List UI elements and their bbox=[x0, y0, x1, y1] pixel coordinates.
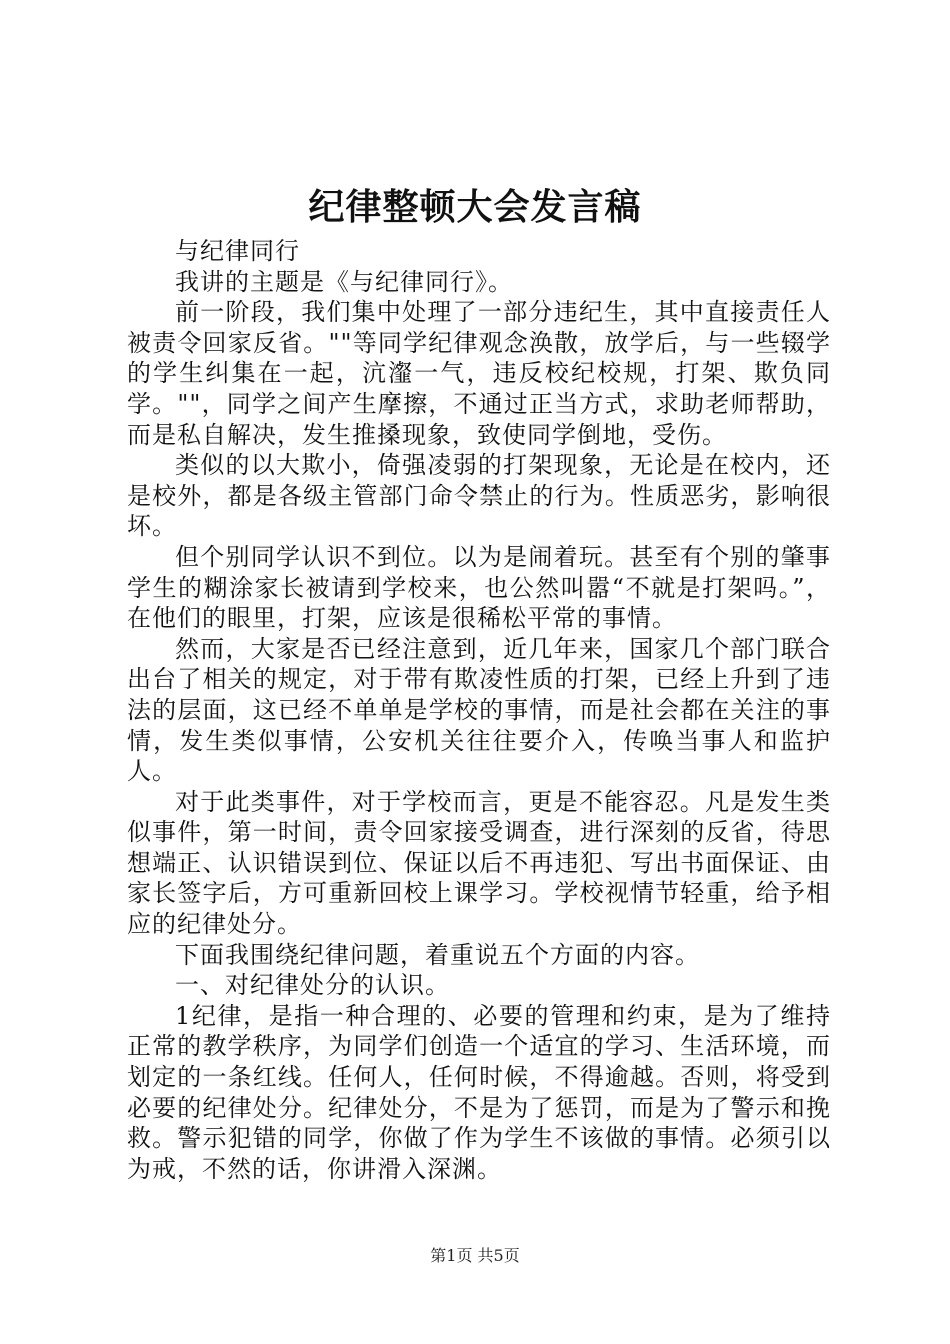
paragraph: 一、对纪律处分的认识。 bbox=[175, 971, 450, 1000]
paragraph: 我讲的主题是《与纪律同行》。 bbox=[175, 267, 513, 296]
page-number-footer: 第1页 共5页 bbox=[430, 1246, 520, 1265]
paragraph: 1纪律，是指一种合理的、必要的管理和约束，是为了维持正常的教学秩序，为同学们创造一个适宜的学习、生活环境，而划定的一条红线。任何人，任何时候，不得逾越。否则，将受到必要的纪律处分。纪律处分，不是为了惩罚，而是为了警示和挽救。警示犯错的同学，你做了作为学生不该做的事情。必须引以为戒，不然的话，你讲滑入深渊。 bbox=[127, 1001, 831, 1183]
document-body bbox=[127, 236, 831, 1184]
paragraph: 类似的以大欺小，倚强凌弱的打架现象，无论是在校内，还是校外，都是各级主管部门命令禁止的行为。性质恶劣，影响很坏。 bbox=[127, 451, 831, 541]
paragraph: 前一阶段，我们集中处理了一部分违纪生，其中直接责任人被责令回家反省。""等同学纪律观念涣散，放学后，与一些辍学的学生纠集在一起，沆瀣一气，违反校纪校规，打架、欺负同学。""，同学之间产生摩擦，不通过正当方式，求助老师帮助，而是私自解决，发生推搡现象，致使同学倒地，受伤。 bbox=[127, 298, 831, 449]
document-title: 纪律整顿大会发言稿 bbox=[308, 187, 642, 228]
paragraph: 但个别同学认识不到位。以为是闹着玩。甚至有个别的肇事学生的糊涂家长被请到学校来，也公然叫嚣“不就是打架吗。”，在他们的眼里，打架，应该是很稀松平常的事情。 bbox=[127, 542, 831, 633]
paragraph: 下面我围绕纪律问题，着重说五个方面的内容。 bbox=[175, 940, 700, 969]
paragraph: 然而，大家是否已经注意到，近几年来，国家几个部门联合出台了相关的规定，对于带有欺凌性质的打架，已经上升到了违法的层面，这已经不单单是学校的事情，而是社会都在关注的事情，发生类似事情，公安机关往往要介入，传唤当事人和监护人。 bbox=[127, 634, 831, 786]
paragraph: 对于此类事件，对于学校而言，更是不能容忍。凡是发生类似事件，第一时间，责令回家接受调查，进行深刻的反省，待思想端正、认识错误到位、保证以后不再违犯、写出书面保证、由家长签字后，方可重新回校上课学习。学校视情节轻重，给予相应的纪律处分。 bbox=[127, 787, 831, 939]
paragraph: 与纪律同行 bbox=[175, 237, 300, 265]
